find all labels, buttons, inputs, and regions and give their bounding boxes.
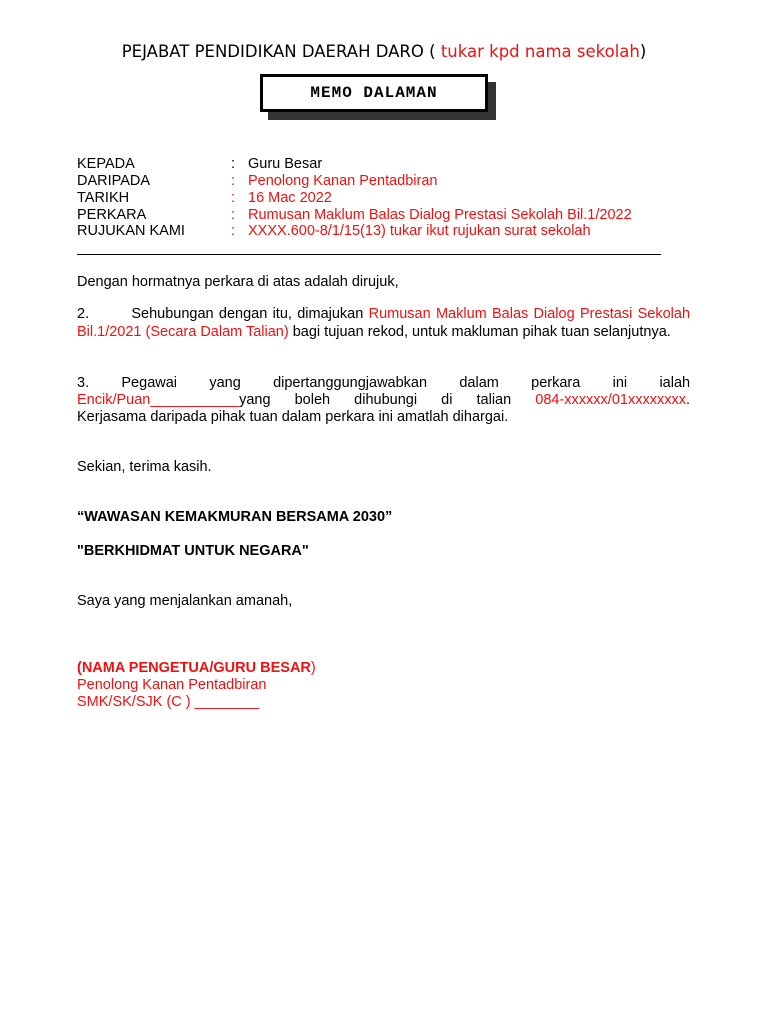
field-colon: : (231, 223, 236, 239)
paragraph-3-line2 (77, 392, 690, 410)
paragraph-2 (77, 306, 690, 341)
signature-school: SMK/SK/SJK (C ) ________ (77, 694, 260, 710)
word: perkara (531, 375, 581, 391)
paragraph-2-text-c: bagi tujuan rekod, untuk makluman pihak tuan selanjutnya. (292, 323, 671, 340)
field-value: Guru Besar (248, 156, 323, 172)
intro-paragraph: Dengan hormatnya perkara di atas adalah dirujuk, (77, 274, 399, 290)
signature-name-text: (NAMA PENGETUA/GURU BESAR (77, 660, 311, 676)
word: yang (209, 375, 241, 391)
field-label: TARIKH (77, 190, 130, 206)
letterhead-close: ) (639, 42, 647, 61)
word: ini (612, 375, 628, 391)
letterhead-note: tukar kpd nama sekolah (440, 42, 640, 61)
field-value: XXXX.600-8/1/15(13) tukar ikut rujukan surat sekolah (248, 223, 591, 239)
slogan-wawasan: “WAWASAN KEMAKMURAN BERSAMA 2030” (77, 509, 393, 525)
slogan-berkhidmat: "BERKHIDMAT UNTUK NEGARA" (77, 543, 309, 559)
paragraph-3-dot: . (685, 392, 690, 408)
field-label: DARIPADA (77, 173, 151, 189)
letterhead-title (0, 42, 768, 61)
signature-name-close: ) (310, 660, 316, 676)
signature-position: Penolong Kanan Pentadbiran (77, 677, 267, 693)
letterhead-office: PEJABAT PENDIDIKAN DAERAH DARO ( (121, 42, 436, 61)
paragraph-3-line1 (77, 375, 690, 393)
word: ialah (659, 375, 691, 391)
memo-label-box (260, 74, 496, 120)
signature-name (77, 660, 690, 678)
field-colon: : (231, 190, 236, 206)
field-label: KEPADA (77, 156, 135, 172)
separator-line (77, 254, 661, 255)
closing-text: Sekian, terima kasih. (77, 459, 212, 475)
field-label: PERKARA (77, 207, 147, 223)
field-colon: : (231, 173, 236, 189)
word: dipertanggungjawabkan (273, 375, 428, 391)
field-colon: : (231, 207, 236, 223)
paragraph-2-subject: Rumusan Maklum Balas Dialog Prestasi Sekolah Bil.1/2021 (Secara Dalam Talian) (77, 306, 691, 340)
officer-name-blank: Encik/Puan___________ (77, 392, 240, 408)
field-value: Penolong Kanan Pentadbiran (248, 173, 438, 189)
field-label: RUJUKAN KAMI (77, 223, 185, 239)
paragraph-number: 2. (77, 306, 90, 322)
paragraph-number: 3. (77, 375, 90, 391)
paragraph-2-text-a: Sehubungan dengan itu, dimajukan (131, 306, 364, 322)
phone-number: 084-xxxxxx/01xxxxxxxx (535, 392, 686, 408)
word: Pegawai (121, 375, 178, 391)
field-value: Rumusan Maklum Balas Dialog Prestasi Sekolah Bil.1/2022 (248, 207, 632, 223)
paragraph-3-line3: Kerjasama daripada pihak tuan dalam perkara ini amatlah dihargai. (77, 409, 509, 425)
memo-label: MEMO DALAMAN (260, 74, 488, 112)
amanah-text: Saya yang menjalankan amanah, (77, 593, 293, 609)
field-value: 16 Mac 2022 (248, 190, 332, 206)
word: dalam (459, 375, 499, 391)
paragraph-3-mid: yang boleh dihubungi di talian (239, 392, 512, 408)
field-colon: : (231, 156, 236, 172)
